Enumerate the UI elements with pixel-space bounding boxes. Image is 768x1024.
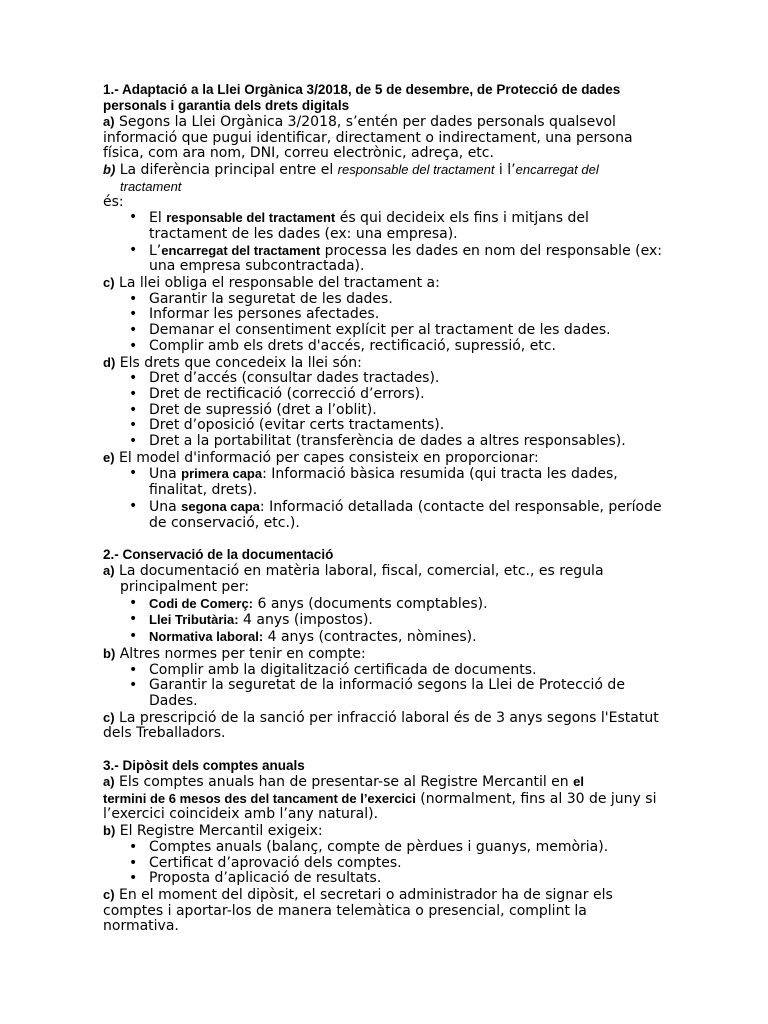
list-item bbox=[103, 323, 663, 339]
list-item bbox=[103, 663, 663, 679]
item-text: Una bbox=[149, 498, 182, 515]
bullet-icon: • bbox=[129, 290, 138, 307]
item-text: El Registre Mercantil exigeix: bbox=[115, 823, 323, 840]
item-2c bbox=[103, 710, 663, 742]
bullet-icon: • bbox=[129, 870, 138, 887]
item-text: (normalment, fins al 30 de juny si l’exercici coincideix amb l’any natural). bbox=[103, 790, 657, 823]
bullet-icon: • bbox=[129, 677, 138, 694]
item-text: Els comptes anuals han de presentar-se al Registre Mercantil en bbox=[114, 774, 574, 791]
list-1e bbox=[103, 466, 663, 531]
item-text: : Informació bàsica resumida (qui tracta les dades, finalitat, drets). bbox=[149, 466, 618, 499]
heading-line: 1.- Adaptació a la Llei Orgànica 3/2018, de 5 de desembre, de Protecció de dades bbox=[103, 82, 621, 97]
bullet-icon: • bbox=[129, 594, 138, 611]
list-item bbox=[103, 856, 663, 872]
item-text: L’ bbox=[149, 242, 162, 259]
item-text: Dret de supressió (dret a l’oblit). bbox=[149, 401, 377, 418]
item-label: b) bbox=[103, 162, 116, 178]
list-item bbox=[103, 307, 663, 323]
item-text: Garantir la seguretat de la informació segons la Llei de Protecció de Dades. bbox=[149, 677, 625, 709]
list-item bbox=[103, 629, 663, 646]
item-text: Dret d’accés (consultar dades tractades). bbox=[149, 370, 440, 387]
bold-term: responsable del tractament bbox=[166, 210, 336, 226]
item-label: c) bbox=[103, 886, 115, 902]
item-label: b) bbox=[103, 645, 116, 661]
item-text: La diferència principal entre el bbox=[115, 162, 338, 179]
list-2b bbox=[103, 663, 663, 710]
bullet-icon: • bbox=[129, 854, 138, 871]
item-text: 4 anys (impostos). bbox=[238, 612, 373, 629]
item-label: a) bbox=[103, 563, 115, 579]
item-3b bbox=[103, 823, 663, 840]
item-text: i l’ bbox=[494, 162, 516, 179]
bold-term: el bbox=[573, 774, 584, 790]
bullet-icon: • bbox=[129, 385, 138, 402]
item-text: Els drets que concedeix la llei són: bbox=[115, 354, 362, 371]
bullet-icon: • bbox=[129, 611, 138, 628]
item-text: és qui decideix els fins i mitjans del tractament de les dades (ex: una empresa). bbox=[149, 210, 589, 242]
bullet-icon: • bbox=[129, 628, 138, 645]
item-text: El bbox=[149, 210, 167, 227]
item-text: 6 anys (documents comptables). bbox=[253, 595, 488, 612]
item-text: Una bbox=[149, 466, 182, 483]
item-text: principalment per: bbox=[120, 578, 250, 595]
list-item bbox=[103, 403, 663, 419]
bold-term: Codi de Comerç: bbox=[149, 595, 254, 611]
item-text: Dret d’oposició (evitar certs tractaments). bbox=[149, 417, 445, 434]
bullet-icon: • bbox=[129, 209, 138, 226]
section-2-heading: 2.- Conservació de la documentació bbox=[103, 547, 334, 563]
item-label: e) bbox=[103, 449, 115, 465]
list-1c bbox=[103, 292, 663, 355]
bullet-icon: • bbox=[129, 401, 138, 418]
item-text: és: bbox=[103, 193, 124, 210]
list-item bbox=[103, 387, 663, 403]
list-item bbox=[103, 210, 663, 242]
list-item bbox=[103, 871, 663, 887]
item-label: a) bbox=[103, 114, 115, 129]
bold-term: encarregat del tractament bbox=[161, 242, 321, 258]
item-2a bbox=[103, 563, 663, 595]
item-1b bbox=[103, 162, 663, 210]
item-1e bbox=[103, 450, 663, 467]
list-item bbox=[103, 418, 663, 434]
bullet-icon: • bbox=[129, 241, 138, 258]
item-text: Segons la Llei Orgànica 3/2018, s’entén per dades personals qualsevol informació que pugui identificar, directament o indirectament, una persona física, com ara nom, DNI, correu electrònic, adreça, etc. bbox=[103, 114, 633, 162]
item-text: En el moment del dipòsit, el secretari o administrador ha de signar els comptes i aportar-los de manera telemàtica o presencial, complint la normativa. bbox=[103, 886, 613, 935]
section-1-heading bbox=[103, 82, 663, 114]
item-text: Comptes anuals (balanç, compte de pèrdues i guanys, memòria). bbox=[149, 838, 609, 855]
item-text: La llei obliga el responsable del tractament a: bbox=[114, 275, 440, 292]
italic-term: responsable del tractament bbox=[337, 162, 495, 178]
item-label: d) bbox=[103, 354, 116, 370]
list-item bbox=[103, 371, 663, 387]
bullet-icon: • bbox=[129, 661, 138, 678]
list-3b bbox=[103, 840, 663, 887]
italic-term: tractament bbox=[120, 178, 182, 194]
list-item bbox=[103, 292, 663, 308]
list-item bbox=[103, 339, 663, 355]
item-text: Dret a la portabilitat (transferència de dades a altres responsables). bbox=[149, 433, 626, 450]
bullet-icon: • bbox=[129, 417, 138, 434]
bold-term: primera capa bbox=[181, 466, 263, 482]
item-text: Altres normes per tenir en compte: bbox=[115, 645, 366, 662]
list-2a bbox=[103, 596, 663, 646]
italic-term: encarregat del bbox=[515, 162, 599, 178]
item-text: Certificat d’aprovació dels comptes. bbox=[149, 854, 402, 871]
bullet-icon: • bbox=[129, 465, 138, 482]
bullet-icon: • bbox=[129, 370, 138, 387]
list-item bbox=[103, 466, 663, 498]
list-item bbox=[103, 678, 663, 709]
item-text: Demanar el consentiment explícit per al tractament de les dades. bbox=[149, 322, 611, 339]
document-page bbox=[103, 82, 663, 935]
bold-term: Normativa laboral: bbox=[149, 629, 264, 645]
item-text: Complir amb els drets d'accés, rectificació, supressió, etc. bbox=[149, 337, 556, 354]
item-label: b) bbox=[103, 823, 116, 839]
bold-term: Llei Tributària: bbox=[149, 612, 239, 628]
bullet-icon: • bbox=[129, 337, 138, 354]
item-1a bbox=[103, 114, 663, 162]
section-3-heading: 3.- Dipòsit dels comptes anuals bbox=[103, 758, 305, 774]
item-text: Garantir la seguretat de les dades. bbox=[149, 290, 393, 307]
item-text: 4 anys (contractes, nòmines). bbox=[263, 629, 477, 646]
item-label: c) bbox=[103, 709, 115, 725]
item-label: a) bbox=[103, 774, 115, 790]
item-text: Proposta d’aplicació de resultats. bbox=[149, 870, 382, 887]
item-text: Complir amb la digitalització certificada de documents. bbox=[149, 661, 537, 678]
list-item bbox=[103, 612, 663, 629]
bullet-icon: • bbox=[129, 306, 138, 323]
item-text: La prescripció de la sanció per infracció laboral és de 3 anys segons l'Estatut dels Treballadors. bbox=[103, 709, 659, 742]
item-2b bbox=[103, 646, 663, 663]
list-item bbox=[103, 243, 663, 275]
item-text: Informar les persones afectades. bbox=[149, 306, 380, 323]
item-3c bbox=[103, 887, 663, 935]
bullet-icon: • bbox=[129, 497, 138, 514]
bullet-icon: • bbox=[129, 838, 138, 855]
item-1d bbox=[103, 355, 663, 372]
item-text: processa les dades en nom del responsable (ex: una empresa subcontractada). bbox=[149, 242, 662, 275]
list-item bbox=[103, 596, 663, 613]
list-item bbox=[103, 840, 663, 856]
item-text: : Informació detallada (contacte del responsable, període de conservació, etc.). bbox=[149, 498, 662, 531]
bullet-icon: • bbox=[129, 322, 138, 339]
bold-term: termini de 6 mesos des del tancament de l’exercici bbox=[103, 790, 416, 806]
bullet-icon: • bbox=[129, 433, 138, 450]
list-1d bbox=[103, 371, 663, 450]
list-item bbox=[103, 434, 663, 450]
item-text: La documentació en matèria laboral, fiscal, comercial, etc., es regula bbox=[114, 563, 604, 580]
list-1b bbox=[103, 210, 663, 275]
item-text: Dret de rectificació (correcció d’errors). bbox=[149, 385, 425, 402]
item-3a bbox=[103, 774, 663, 823]
heading-line: personals i garantia dels drets digitals bbox=[103, 98, 350, 113]
item-label: c) bbox=[103, 275, 115, 291]
list-item bbox=[103, 499, 663, 531]
item-1c bbox=[103, 275, 663, 292]
item-text: El model d'informació per capes consisteix en proporcionar: bbox=[114, 449, 539, 466]
bold-term: segona capa bbox=[181, 498, 260, 514]
